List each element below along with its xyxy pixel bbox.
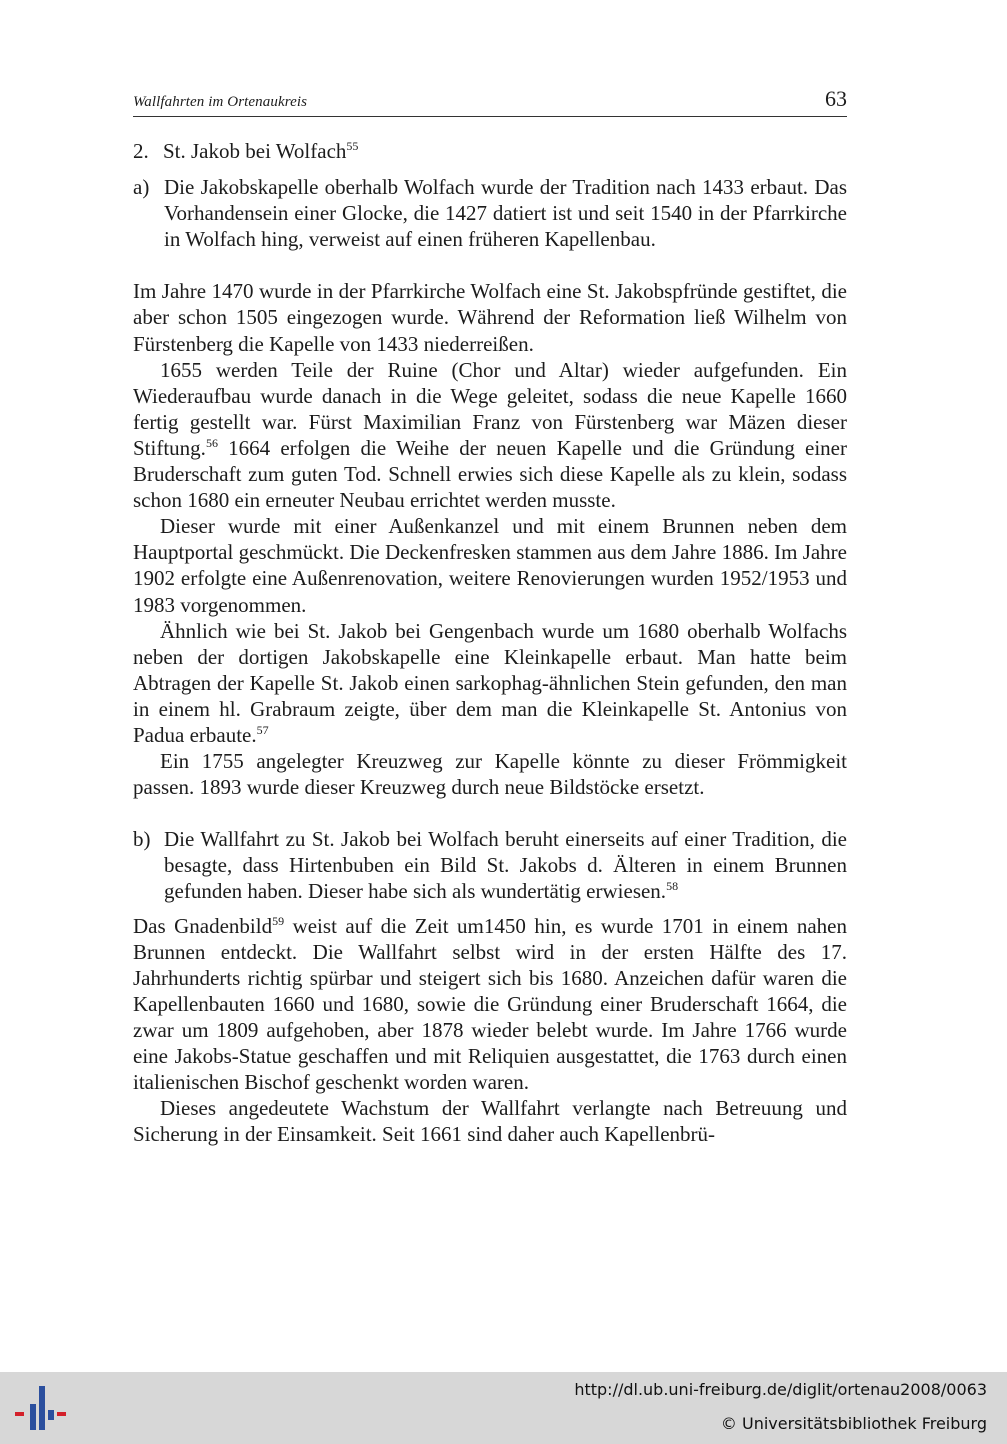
page-number: 63 — [825, 86, 847, 111]
list-item-a — [133, 174, 847, 252]
paragraph-text: weist auf die Zeit um1450 hin, es wurde 1701 in einem nahen Brunnen entdeckt. Die Wallfahrt selbst wird in der ersten Hälfte des 17. Jahrhunderts richtig spürbar und steigert sich bis 1680. Anzeichen dafür waren die Kapellenbauten 1660 und 1680, sowie die Gründung einer Bruderschaft 1664, die zwar um 1809 aufgehoben, aber 1878 wieder belebt wurde. Im Jahre 1766 wurde eine Jakobs-Statue geschaffen und mit Reliquien ausgestattet, die 1763 durch einen italienischen Bischof geschenkt worden waren. — [133, 913, 847, 1095]
body-text — [133, 138, 847, 1147]
list-item-b — [133, 826, 847, 904]
footnote-ref-56[interactable]: 56 — [205, 435, 218, 450]
list-marker-a: a) — [133, 175, 150, 200]
footnote-ref-57[interactable]: 57 — [256, 722, 269, 737]
footnote-ref-58[interactable]: 58 — [666, 879, 679, 894]
list-marker-b: b) — [133, 827, 151, 852]
paragraph: Dieser wurde mit einer Außenkanzel und mit einem Brunnen neben dem Hauptportal geschmückt. Die Deckenfresken stammen aus dem Jahre 1886. Im Jahre 1902 erfolgte eine Außenrenovation, weitere Renovierungen wurden 1952/1953 und 1983 vorgenommen. — [133, 514, 847, 617]
list-item-a-text: Die Jakobskapelle oberhalb Wolfach wurde der Tradition nach 1433 erbaut. Das Vorhandensein einer Glocke, die 1427 datiert ist und seit 1540 in der Pfarrkirche in Wolfach hing, verweist auf einen früheren Kapellenbau. — [164, 175, 847, 252]
paragraph: Dieses angedeutete Wachstum der Wallfahrt verlangte nach Betreuung und Sicherung in der Einsamkeit. Seit 1661 sind daher auch Kapellenbrü- — [133, 1096, 847, 1147]
list-item-b-text: Die Wallfahrt zu St. Jakob bei Wolfach beruht einerseits auf einer Tradition, die besagte, dass Hirtenbuben ein Bild St. Jakobs d. Älteren in einem Brunnen gefunden haben. Dieser habe sich als wundertätig erwiesen. — [164, 827, 847, 904]
section-title: St. Jakob bei Wolfach — [163, 139, 347, 163]
copyright-text: © Universitätsbibliothek Freiburg — [720, 1414, 987, 1433]
library-logo-icon — [13, 1382, 69, 1434]
paragraph: Im Jahre 1470 wurde in der Pfarrkirche Wolfach eine St. Jakobspfründe gestiftet, die aber schon 1505 eingezogen wurde. Während der Reformation ließ Wilhelm von Fürstenberg die Kapelle von 1433 niederreißen. — [133, 279, 847, 356]
footnote-ref-55[interactable]: 55 — [346, 139, 359, 153]
paragraph — [133, 618, 847, 748]
paragraph: Ein 1755 angelegter Kreuzweg zur Kapelle könnte zu dieser Frömmigkeit passen. 1893 wurde dieser Kreuzweg durch neue Bildstöcke ersetzt. — [133, 749, 847, 800]
paragraph — [133, 357, 847, 514]
section-number: 2. — [133, 139, 149, 163]
running-header — [133, 86, 847, 117]
footnote-ref-59[interactable]: 59 — [272, 913, 285, 928]
paragraph-text: 1664 erfolgen die Weihe der neuen Kapelle und die Gründung einer Bruderschaft zum guten Tod. Schnell erwies sich diese Kapelle als zu klein, sodass schon 1680 ein erneuter Neubau errichtet werden musste. — [133, 435, 847, 513]
paragraph-text: Ähnlich wie bei St. Jakob bei Gengenbach wurde um 1680 oberhalb Wolfachs neben der dortigen Jakobskapelle eine Kleinkapelle erbaut. Man hatte beim Abtragen der Kapelle St. Jakob einen sarkophag-ähnlichen Stein gefunden, den man in einem hl. Grabraum zeigte, über dem man die Kleinkapelle St. Antonius von Padua erbaute. — [133, 618, 847, 747]
running-title: Wallfahrten im Ortenaukreis — [133, 94, 308, 110]
paragraph-text: Das Gnadenbild — [133, 913, 273, 938]
paragraph — [133, 913, 847, 1096]
footer-bar — [0, 1372, 1007, 1444]
paragraph-text: 1655 werden Teile der Ruine (Chor und Altar) wieder aufgefunden. Ein Wiederaufbau wurde danach in die Wege geleitet, sodass die neue Kapelle 1660 fertig gestellt war. Fürst Maximilian Franz von Fürstenberg war Mäzen dieser Stiftung. — [133, 357, 847, 460]
source-url-link[interactable]: http://dl.ub.uni-freiburg.de/diglit/ortenau2008/0063 — [574, 1380, 987, 1399]
section-heading — [133, 138, 847, 164]
